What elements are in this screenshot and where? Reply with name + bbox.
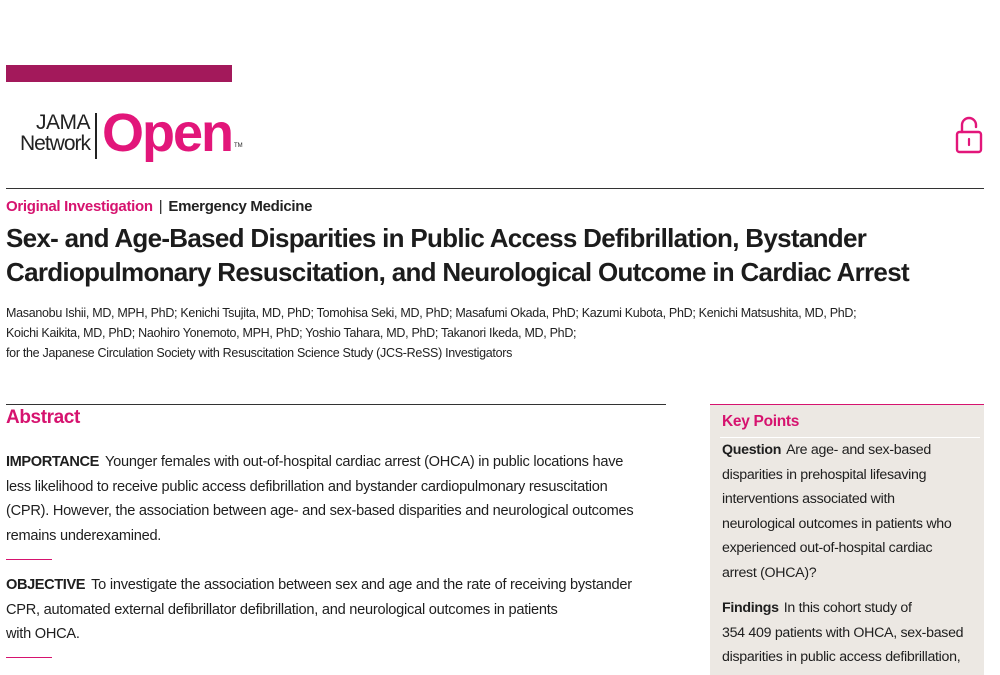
- author-list: [6, 303, 976, 363]
- objective-line-1: [6, 573, 666, 598]
- author-line: Masanobu Ishii, MD, MPH, PhD; Kenichi Tsujita, MD, PhD; Tomohisa Seki, MD, PhD; Masafumi Okada, PhD; Kazumi Kubota, PhD; Kenichi Matsushita, MD, PhD;: [6, 306, 857, 320]
- key-points-heading: Key Points: [722, 413, 800, 430]
- header-divider-rule: [6, 188, 984, 189]
- author-line: Koichi Kaikita, MD, PhD; Naohiro Yonemoto, MPH, PhD; Yoshio Tahara, MD, PhD; Takanori Ikeda, MD, PhD;: [6, 326, 577, 340]
- objective-line-2: CPR, automated external defibrillator defibrillation, and neurological outcomes in patients: [6, 601, 558, 618]
- question-line-1: [722, 438, 980, 463]
- question-label: Question: [722, 442, 782, 458]
- question-text: Are age- and sex-based: [786, 442, 931, 458]
- key-points-findings: [722, 596, 980, 670]
- importance-text: Younger females with out-of-hospital cardiac arrest (OHCA) in public locations have: [105, 454, 624, 470]
- logo-trademark: TM: [234, 143, 243, 149]
- logo-open: Open: [102, 103, 233, 163]
- importance-line-1: [6, 450, 666, 475]
- findings-text: In this cohort study of: [783, 600, 912, 616]
- abstract-objective: [6, 573, 666, 647]
- logo-divider: [95, 113, 97, 159]
- logo-jama: JAMA: [35, 111, 90, 134]
- abstract-divider-rule: [6, 404, 666, 405]
- category-separator: |: [158, 198, 163, 215]
- article-category-line: [6, 198, 312, 215]
- author-line: for the Japanese Circulation Society with Resuscitation Science Study (JCS-ReSS) Investigators: [6, 346, 513, 360]
- importance-line-4: remains underexamined.: [6, 527, 162, 544]
- abstract-importance: [6, 450, 666, 548]
- importance-label: IMPORTANCE: [6, 454, 100, 470]
- section-divider: [6, 657, 52, 658]
- importance-line-2: less likelihood to receive public access defibrillation and bystander cardiopulmonary resuscitation: [6, 478, 608, 495]
- findings-line-3: disparities in public access defibrillation,: [722, 649, 961, 665]
- section-divider: [6, 559, 52, 560]
- article-type-link[interactable]: Original Investigation: [6, 198, 153, 215]
- objective-label: OBJECTIVE: [6, 577, 86, 593]
- findings-label: Findings: [722, 600, 779, 616]
- logo-network: Network: [19, 132, 90, 155]
- question-line-2: disparities in prehospital lifesaving: [722, 466, 927, 483]
- importance-line-3: (CPR). However, the association between age- and sex-based disparities and neurological outcomes: [6, 503, 634, 519]
- findings-line-1: [722, 596, 980, 621]
- abstract-heading: Abstract: [6, 407, 80, 428]
- specialty-link[interactable]: Emergency Medicine: [168, 198, 313, 215]
- objective-line-3: with OHCA.: [6, 626, 80, 642]
- article-title: Sex- and Age-Based Disparities in Public Access Defibrillation, Bystander Cardiopulmonary Resuscitation, and Neurological Outcome in Cardiac Arrest: [6, 223, 909, 287]
- open-access-lock-icon[interactable]: [954, 115, 984, 155]
- findings-line-2: 354 409 patients with OHCA, sex-based: [722, 624, 964, 641]
- key-points-box: [710, 404, 984, 675]
- logo-jama-network-text: [6, 112, 90, 154]
- question-line-4: neurological outcomes in patients who: [722, 515, 952, 532]
- jama-network-open-logo[interactable]: [6, 103, 246, 163]
- question-line-5: experienced out-of-hospital cardiac: [722, 540, 933, 556]
- key-points-question: [722, 438, 980, 585]
- question-line-6: arrest (OHCA)?: [722, 564, 817, 581]
- objective-text: To investigate the association between sex and age and the rate of receiving bystander: [91, 577, 632, 593]
- journal-color-bar: [6, 65, 232, 82]
- question-line-3: interventions associated with: [722, 491, 895, 507]
